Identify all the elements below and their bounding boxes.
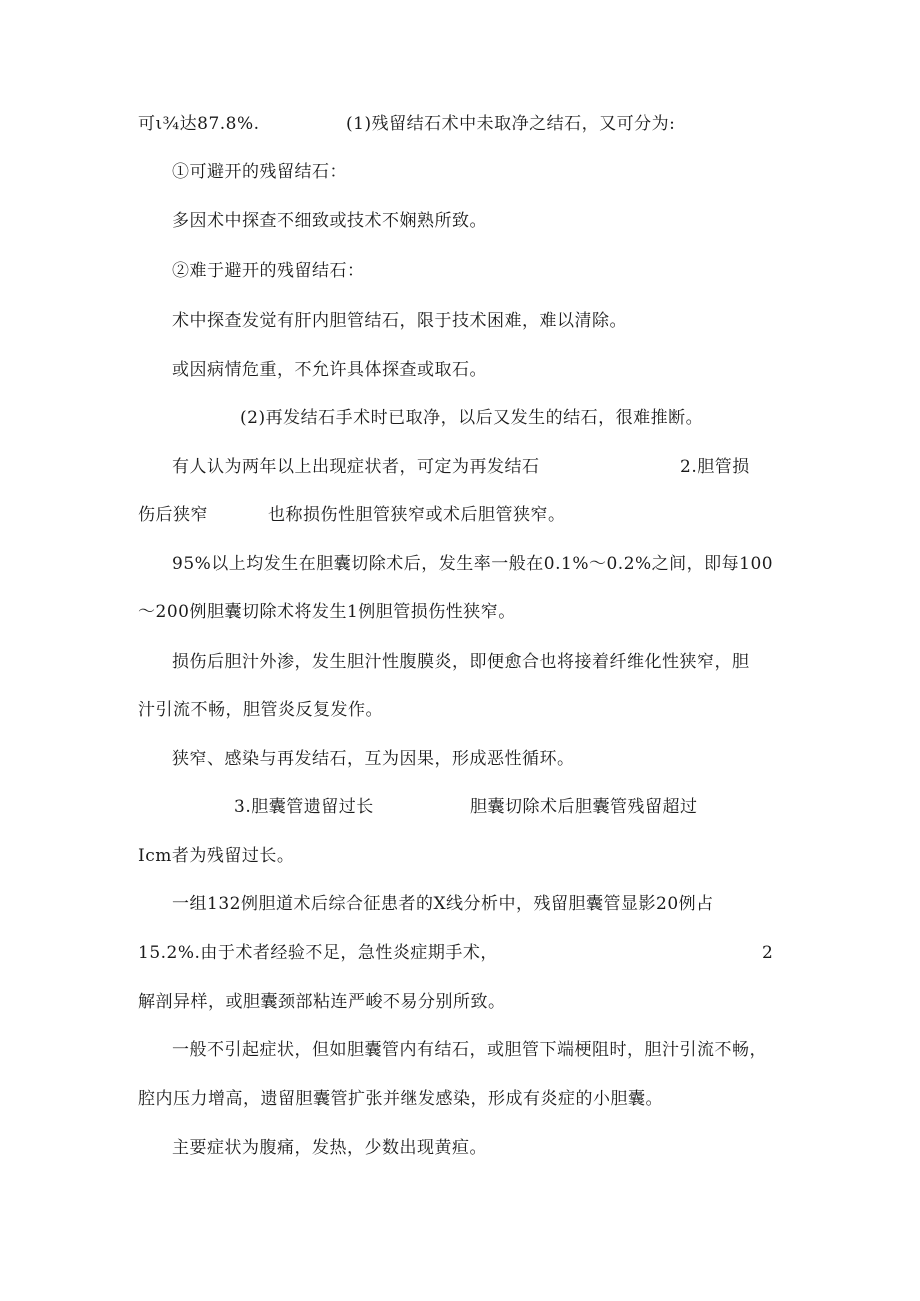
text-line-22: 主要症状为腹痛，发热，少数出现黄疸。 xyxy=(172,1138,487,1158)
text-line-2: ①可避开的残留结石： xyxy=(172,162,347,182)
text-line-8a: 有人认为两年以上出现症状者，可定为再发结石 xyxy=(172,457,540,477)
text-line-9b: 也称损伤性胆管狭窄或术后胆管狭窄。 xyxy=(268,505,566,525)
text-line-1b: (1)残留结石术中未取净之结石，又可分为: xyxy=(346,114,676,134)
text-line-3: 多因术中探查不细致或技术不娴熟所致。 xyxy=(172,211,487,231)
text-line-7: (2)再发结石手术时已取净，以后又发生的结石，很难推断。 xyxy=(240,408,704,428)
text-line-15b: 胆囊切除术后胆囊管残留超过 xyxy=(470,797,698,817)
text-line-12: 损伤后胆汁外渗，发生胆汁性腹膜炎，即便愈合也将接着纤维化性狭窄，胆 xyxy=(172,652,750,672)
text-line-21: 腔内压力增高，遗留胆囊管扩张并继发感染，形成有炎症的小胆囊。 xyxy=(138,1089,663,1109)
text-line-16: Icm者为残留过长。 xyxy=(138,846,295,866)
text-line-8b: 2.胆管损 xyxy=(680,457,750,477)
text-line-11: ～200例胆囊切除术将发生1例胆管损伤性狭窄。 xyxy=(138,602,516,622)
text-line-17: 一组132例胆道术后综合征患者的X线分析中，残留胆囊管显影20例占 xyxy=(172,894,714,914)
text-line-9a: 伤后狭窄 xyxy=(138,505,208,525)
text-line-13: 汁引流不畅，胆管炎反复发作。 xyxy=(138,700,383,720)
text-line-1a: 可ι¾达87.8%. xyxy=(138,114,260,134)
text-line-6: 或因病情危重，不允许具体探查或取石。 xyxy=(172,360,487,380)
text-line-14: 狭窄、感染与再发结石，互为因果，形成恶性循环。 xyxy=(172,749,575,769)
text-line-18b: 2 xyxy=(762,943,774,963)
text-line-5: 术中探查发觉有肝内胆管结石，限于技术困难，难以清除。 xyxy=(172,311,627,331)
text-line-15a: 3.胆囊管遗留过长 xyxy=(234,797,374,817)
text-line-19: 解剖异样，或胆囊颈部粘连严峻不易分别所致。 xyxy=(138,992,506,1012)
text-line-20: 一般不引起症状，但如胆囊管内有结石，或胆管下端梗阻时，胆汁引流不畅， xyxy=(172,1040,767,1060)
text-line-18a: 15.2%.由于术者经验不足，急性炎症期手术， xyxy=(138,943,498,963)
text-line-4: ②难于避开的残留结石： xyxy=(172,261,365,281)
text-line-10: 95%以上均发生在胆囊切除术后，发生率一般在0.1%～0.2%之间，即每100 xyxy=(172,554,774,574)
